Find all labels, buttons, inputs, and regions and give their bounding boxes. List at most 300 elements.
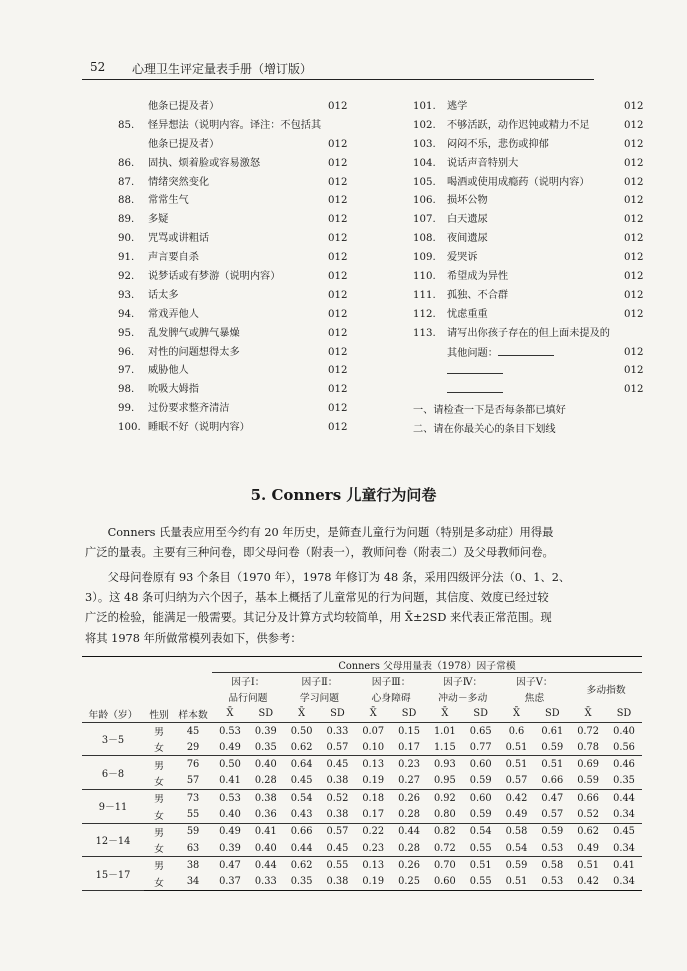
- sex-cell: 女: [144, 739, 174, 756]
- value-cell: 0.17: [391, 739, 427, 756]
- value-cell: 0.60: [469, 759, 492, 771]
- value-cell: 0.50: [290, 725, 313, 737]
- table-cell: [144, 657, 174, 673]
- item-text: [148, 400, 230, 419]
- value-cell: 0.49: [219, 826, 241, 838]
- value-cell: 0.77: [463, 739, 499, 756]
- factor-name: 心身障碍: [371, 693, 411, 705]
- item-text-label: 请写出你孩子存在的但上面未提及的: [447, 327, 610, 339]
- item-text: [447, 325, 610, 344]
- score-options: 012: [624, 214, 644, 226]
- value-cell: 0.35: [606, 773, 642, 790]
- value-cell: 0.37: [212, 874, 248, 891]
- factor-header: 因子Ⅱ：: [301, 677, 338, 689]
- item-text: [148, 136, 219, 155]
- item-text: [148, 117, 321, 136]
- header-rule: [82, 79, 594, 80]
- value-cell: 0.52: [326, 792, 349, 804]
- answer-blank[interactable]: [447, 381, 503, 393]
- item-text-label: 忧虑重重: [447, 308, 488, 320]
- score-options: 012: [328, 214, 348, 226]
- table-row: [82, 806, 642, 823]
- sex-cell: 男: [154, 794, 164, 806]
- age-group: 12－14: [82, 823, 144, 857]
- value-cell: 0.41: [254, 826, 277, 838]
- sample-size-cell: 57: [174, 773, 212, 790]
- text-line: 广泛的量表。主要有三种问卷，即父母问卷（附表一），教师问卷（附表二）及父母教师问卷。: [85, 546, 554, 560]
- value-cell: 0.45: [613, 826, 635, 838]
- page-number: 52: [90, 60, 106, 74]
- table-row: [82, 756, 642, 773]
- value-cell: 0.54: [290, 792, 313, 804]
- value-cell: 0.95: [427, 773, 463, 790]
- question-item: [118, 117, 358, 136]
- value-cell: 0.27: [391, 773, 427, 790]
- item-text: [148, 344, 240, 363]
- item-text: [447, 362, 503, 382]
- sd-header: SD: [606, 706, 642, 723]
- score-options: 012: [624, 101, 644, 112]
- factor-name: 学习问题: [299, 693, 340, 705]
- value-cell: 0.25: [391, 874, 427, 891]
- value-cell: 0.28: [248, 773, 284, 790]
- mean-header: X̄: [284, 706, 320, 723]
- table-cell: [82, 657, 144, 673]
- question-item: [413, 362, 643, 381]
- question-item: [413, 268, 643, 287]
- question-item: [413, 155, 643, 174]
- item-number: 87.: [118, 176, 135, 188]
- item-number: 112.: [413, 308, 436, 320]
- value-cell: 0.34: [606, 840, 642, 857]
- value-cell: 0.39: [212, 840, 248, 857]
- value-cell: 0.62: [290, 859, 313, 871]
- item-number: 100.: [118, 422, 141, 434]
- item-number: 92.: [118, 271, 135, 283]
- mean-header: X̄: [355, 706, 391, 723]
- table-cell: [82, 673, 144, 690]
- item-number: 85.: [118, 119, 135, 131]
- value-cell: 0.51: [499, 874, 535, 891]
- item-text-label: 希望成为异性: [447, 271, 509, 283]
- value-cell: 0.60: [427, 874, 463, 891]
- value-cell: 0.33: [326, 725, 349, 737]
- value-cell: 0.45: [326, 759, 349, 771]
- score-options: 012: [328, 365, 348, 377]
- table-row: [82, 857, 642, 874]
- score-options: 012: [328, 157, 348, 169]
- sample-size-cell: 45: [186, 725, 200, 737]
- sex-cell: 男: [154, 861, 164, 873]
- value-cell: 0.51: [505, 759, 528, 771]
- score-options: 012: [624, 119, 644, 131]
- score-options: 012: [328, 422, 348, 434]
- value-cell: 0.40: [254, 759, 277, 771]
- question-item: [413, 192, 643, 211]
- value-cell: 0.53: [534, 874, 570, 891]
- value-cell: 0.54: [469, 826, 492, 838]
- value-cell: 1.01: [433, 725, 456, 737]
- question-item: [118, 400, 358, 419]
- item-number: 96.: [118, 346, 135, 358]
- sd-header: SD: [463, 706, 499, 723]
- question-item: [413, 117, 643, 136]
- value-cell: 0.62: [284, 739, 320, 756]
- page-header: [90, 60, 590, 78]
- value-cell: 0.66: [534, 773, 570, 790]
- sample-size-cell: 34: [174, 874, 212, 891]
- value-cell: 0.59: [463, 806, 499, 823]
- value-cell: 0.40: [212, 806, 248, 823]
- item-text-label: 孤独、不合群: [447, 289, 509, 301]
- question-item: [118, 419, 358, 438]
- item-text: [148, 98, 219, 117]
- value-cell: 0.44: [284, 840, 320, 857]
- text-line: 将其 1978 年所做常模列表如下，供参考：: [85, 631, 302, 645]
- score-options: 012: [328, 289, 348, 301]
- question-item: [413, 230, 643, 249]
- value-cell: 0.51: [499, 739, 535, 756]
- question-item: [118, 249, 358, 268]
- score-options: 012: [328, 138, 348, 150]
- value-cell: 0.46: [613, 759, 635, 771]
- question-list-left: [118, 98, 358, 438]
- value-cell: 0.57: [534, 806, 570, 823]
- col-age-header: 年龄（岁）: [82, 706, 144, 723]
- item-number: 106.: [413, 195, 436, 207]
- item-text: [148, 268, 280, 287]
- table-cell: [174, 673, 212, 690]
- value-cell: 0.19: [355, 874, 391, 891]
- sample-size-cell: 29: [174, 739, 212, 756]
- item-number: 98.: [118, 384, 135, 396]
- value-cell: 0.35: [248, 739, 284, 756]
- item-text: [447, 268, 508, 287]
- question-item: [118, 136, 358, 155]
- paragraph-intro: [85, 523, 645, 563]
- question-item: [118, 344, 358, 363]
- item-text-label: 固执、烦着脸或容易激怒: [148, 157, 261, 169]
- value-cell: 0.93: [433, 759, 456, 771]
- item-text-label: 喝酒或使用成瘾药（说明内容）: [447, 176, 590, 188]
- value-cell: 0.38: [320, 874, 356, 891]
- value-cell: 0.55: [463, 840, 499, 857]
- question-item: [118, 174, 358, 193]
- item-text-label: 过份要求整齐清洁: [148, 403, 230, 415]
- value-cell: 0.42: [505, 792, 528, 804]
- value-cell: 0.69: [577, 759, 600, 771]
- question-item: [413, 136, 643, 155]
- question-item: [118, 362, 358, 381]
- sample-size-cell: 38: [186, 859, 200, 871]
- mean-header: X̄: [212, 706, 248, 723]
- item-number: 97.: [118, 365, 135, 377]
- value-cell: 0.56: [606, 739, 642, 756]
- value-cell: 0.39: [254, 725, 277, 737]
- question-item: [118, 230, 358, 249]
- score-options: 012: [624, 176, 644, 188]
- question-item: [118, 192, 358, 211]
- value-cell: 0.36: [248, 806, 284, 823]
- value-cell: 0.15: [398, 725, 420, 737]
- sex-cell: 男: [154, 827, 164, 839]
- value-cell: 0.23: [398, 759, 420, 771]
- item-text-label: 他条已提及者）: [148, 101, 220, 112]
- value-cell: 0.55: [463, 874, 499, 891]
- item-text: [148, 174, 209, 193]
- item-text: [148, 325, 240, 344]
- value-cell: 0.62: [577, 826, 600, 838]
- item-text: [447, 192, 488, 211]
- table-row: [82, 790, 642, 807]
- item-text-label: 他条已提及者）: [148, 138, 220, 150]
- item-text: [148, 155, 260, 174]
- sample-size-cell: 76: [186, 759, 200, 771]
- value-cell: 0.72: [577, 725, 600, 737]
- question-item: [118, 287, 358, 306]
- table-row: [82, 840, 642, 857]
- item-number: 109.: [413, 252, 436, 264]
- item-text: [447, 287, 508, 306]
- item-text: [148, 306, 199, 325]
- question-item: [413, 344, 643, 363]
- value-cell: 0.92: [433, 792, 456, 804]
- age-group: 15－17: [82, 857, 144, 891]
- table-caption: Conners 父母用量表（1978）因子常模: [212, 657, 642, 673]
- mean-header: X̄: [570, 706, 606, 723]
- value-cell: 0.23: [355, 840, 391, 857]
- value-cell: 0.38: [320, 773, 356, 790]
- value-cell: 0.59: [541, 826, 564, 838]
- factor-header: 因子Ⅳ：: [443, 677, 483, 689]
- score-options: 012: [624, 308, 644, 320]
- value-cell: 1.15: [427, 739, 463, 756]
- score-options: 012: [624, 384, 644, 396]
- item-text-label: 常戏弄他人: [148, 308, 199, 320]
- item-text: [148, 381, 199, 400]
- score-options: 012: [328, 384, 348, 396]
- item-text: [148, 287, 179, 306]
- sample-size-cell: 63: [174, 840, 212, 857]
- value-cell: 0.38: [320, 806, 356, 823]
- value-cell: 0.49: [499, 806, 535, 823]
- item-number: 93.: [118, 289, 135, 301]
- value-cell: 0.40: [248, 840, 284, 857]
- item-text: [447, 136, 549, 155]
- value-cell: 0.41: [212, 773, 248, 790]
- question-list-right: [413, 98, 643, 400]
- value-cell: 0.07: [362, 725, 385, 737]
- table-row: [82, 739, 642, 756]
- value-cell: 0.53: [534, 840, 570, 857]
- value-cell: 0.57: [320, 739, 356, 756]
- item-text-label: 情绪突然变化: [148, 176, 210, 188]
- col-n-header: 样本数: [174, 706, 212, 723]
- value-cell: 0.82: [433, 826, 456, 838]
- item-number: 101.: [413, 101, 436, 112]
- answer-blank[interactable]: [498, 344, 554, 356]
- score-options: 012: [328, 252, 348, 264]
- item-number: 94.: [118, 308, 135, 320]
- value-cell: 0.43: [284, 806, 320, 823]
- table-caption-row: [82, 657, 642, 673]
- table-cell: [144, 673, 174, 690]
- mean-header: X̄: [427, 706, 463, 723]
- item-text: [148, 249, 199, 268]
- score-options: 012: [328, 346, 348, 358]
- score-options: 012: [624, 289, 644, 301]
- item-text-label: 话太多: [148, 289, 179, 301]
- sex-cell: 女: [144, 840, 174, 857]
- table-row: [82, 722, 642, 739]
- item-text-label: 不够活跃，动作迟钝或精力不足: [447, 119, 590, 131]
- text-line: 广泛的检验，能满足一般需要。其记分及计算方式均较简单，用 X̄±2SD 来代表正常范围。现: [85, 611, 552, 625]
- answer-blank[interactable]: [447, 362, 503, 374]
- item-text-label: 说话声音特别大: [447, 157, 519, 169]
- value-cell: 0.13: [362, 759, 385, 771]
- question-item: [413, 98, 643, 117]
- item-text: [447, 381, 503, 401]
- instruction-line: 二、请在你最关心的条目下划线: [413, 423, 556, 435]
- question-item: [413, 325, 643, 344]
- value-cell: 0.47: [219, 859, 241, 871]
- sex-cell: 男: [154, 760, 164, 772]
- item-text: [148, 230, 209, 249]
- question-item: [118, 268, 358, 287]
- item-text-label: 乱发脾气或脾气暴燥: [148, 327, 240, 339]
- item-number: 88.: [118, 195, 135, 207]
- norms-table: [82, 656, 642, 891]
- value-cell: 0.57: [499, 773, 535, 790]
- factor-name: 冲动－多动: [438, 693, 488, 705]
- score-options: 012: [624, 138, 644, 150]
- item-text-label: 睡眠不好（说明内容）: [148, 422, 250, 434]
- value-cell: 0.53: [219, 792, 241, 804]
- score-options: 012: [328, 327, 348, 339]
- value-cell: 0.61: [541, 725, 564, 737]
- item-text-label: 怪异想法（说明内容。译注：不包括其: [148, 119, 322, 131]
- item-text-label: 夜间遗尿: [447, 233, 488, 245]
- item-text-label: 声言要自杀: [148, 252, 199, 264]
- item-number: 111.: [413, 289, 436, 301]
- item-text-label: 咒骂或讲粗话: [148, 233, 210, 245]
- value-cell: 0.59: [570, 773, 606, 790]
- score-options: 012: [624, 195, 644, 207]
- item-text: [148, 362, 189, 381]
- value-cell: 0.49: [212, 739, 248, 756]
- factor-header: 因子Ⅰ：: [231, 677, 265, 689]
- value-cell: 0.35: [284, 874, 320, 891]
- table-cell: [82, 689, 144, 705]
- factor-header: 因子Ⅲ：: [371, 677, 411, 689]
- item-text-label: 多疑: [148, 214, 169, 226]
- value-cell: 0.10: [355, 739, 391, 756]
- value-cell: 0.13: [362, 859, 385, 871]
- value-cell: 0.72: [427, 840, 463, 857]
- value-cell: 0.58: [541, 859, 564, 871]
- sex-cell: 女: [144, 806, 174, 823]
- question-item: [413, 211, 643, 230]
- value-cell: 0.50: [219, 759, 241, 771]
- value-cell: 0.19: [355, 773, 391, 790]
- value-cell: 0.33: [248, 874, 284, 891]
- sex-cell: 女: [144, 874, 174, 891]
- value-cell: 0.44: [613, 792, 635, 804]
- item-text: [447, 98, 467, 117]
- value-cell: 0.70: [433, 859, 456, 871]
- norms-table-container: [82, 656, 642, 891]
- value-cell: 0.59: [463, 773, 499, 790]
- item-text: [447, 344, 554, 364]
- item-number: 89.: [118, 214, 135, 226]
- item-number: 91.: [118, 252, 135, 264]
- score-options: 012: [624, 252, 644, 264]
- score-options: 012: [624, 233, 644, 245]
- item-number: 102.: [413, 119, 436, 131]
- item-number: 95.: [118, 327, 135, 339]
- sex-cell: 男: [154, 727, 164, 739]
- question-item: [118, 381, 358, 400]
- question-item: [118, 325, 358, 344]
- age-group: 9－11: [82, 790, 144, 824]
- value-cell: 0.54: [499, 840, 535, 857]
- item-text-label: 对性的问题想得太多: [148, 346, 240, 358]
- table-cell: [144, 689, 174, 705]
- item-text-label: 常常生气: [148, 195, 189, 207]
- age-group: 3－5: [82, 722, 144, 756]
- item-text-label: 白天遗尿: [447, 214, 488, 226]
- value-cell: 0.40: [613, 725, 635, 737]
- item-number: 103.: [413, 138, 436, 150]
- question-item: [413, 381, 643, 400]
- item-text: [447, 155, 518, 174]
- question-item: [413, 174, 643, 193]
- item-text: [148, 211, 168, 230]
- score-options: 012: [624, 271, 644, 283]
- section-title: 5. Conners 儿童行为问卷: [250, 486, 437, 504]
- value-cell: 0.51: [469, 859, 492, 871]
- table-row: [82, 773, 642, 790]
- value-cell: 0.26: [398, 792, 420, 804]
- item-text-label: 威胁他人: [148, 365, 189, 377]
- item-text: [447, 211, 488, 230]
- score-options: 012: [328, 271, 348, 283]
- book-title: 心理卫生评定量表手册（增订版）: [132, 62, 313, 76]
- value-cell: 0.66: [577, 792, 600, 804]
- table-row: [82, 874, 642, 891]
- item-number: 105.: [413, 176, 436, 188]
- value-cell: 0.80: [427, 806, 463, 823]
- value-cell: 0.28: [391, 840, 427, 857]
- value-cell: 0.55: [326, 859, 349, 871]
- value-cell: 0.38: [254, 792, 277, 804]
- question-item: [118, 155, 358, 174]
- score-options: 012: [328, 403, 348, 415]
- instructions: [413, 402, 566, 440]
- factor-header: 因子Ⅴ：: [516, 677, 553, 689]
- table-cell: [174, 689, 212, 705]
- value-cell: 0.51: [541, 759, 564, 771]
- sd-header: SD: [248, 706, 284, 723]
- item-text-label: 损坏公物: [447, 195, 488, 207]
- value-cell: 0.34: [606, 806, 642, 823]
- question-item: [118, 98, 358, 117]
- value-cell: 0.64: [290, 759, 313, 771]
- text-line: 3）。这 48 条可归纳为六个因子，基本上概括了儿童常见的行为问题，其信度、效度已经过较: [85, 591, 549, 605]
- sd-header: SD: [391, 706, 427, 723]
- value-cell: 0.60: [469, 792, 492, 804]
- value-cell: 0.47: [541, 792, 564, 804]
